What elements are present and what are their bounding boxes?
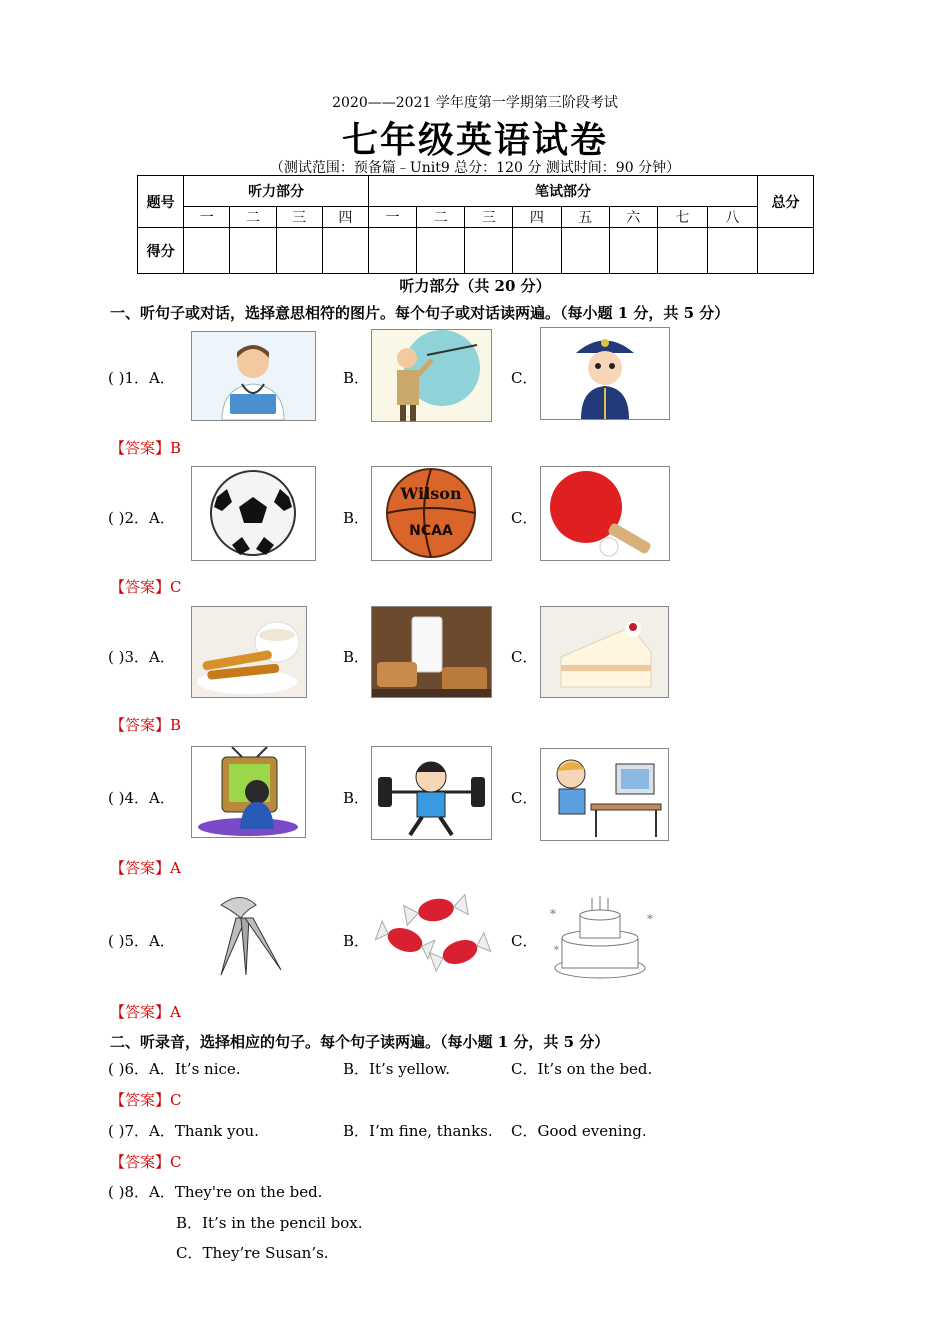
exam-title: 七年级英语试卷 — [341, 119, 608, 161]
section1-title: 一、听句子或对话，选择意思相符的图片。每个句子或对话读两遍。（每小题 1 分，共 5 分） — [110, 304, 730, 322]
exam-year-line: 2020——2021 学年度第一学期第三阶段考试 — [332, 95, 618, 111]
total-score-header: 总分 — [757, 176, 813, 228]
score-cell[interactable] — [368, 228, 416, 274]
fried-dough-sticks-picture[interactable] — [191, 606, 307, 698]
question-5-label: ( )5．A． — [108, 932, 175, 950]
written-col: 八 — [707, 207, 757, 228]
exam-scope: （测试范围：预备篇﹣Unit9 总分：120 分 测试时间：90 分钟） — [269, 160, 681, 176]
question-4-option-c: C． — [511, 789, 538, 807]
written-col: 一 — [368, 207, 416, 228]
carrots-picture[interactable] — [191, 890, 287, 980]
basketball-brand-text: Wilson — [400, 484, 462, 503]
section2-title: 二、听录音，选择相应的句子。每个句子读两遍。（每小题 1 分，共 5 分） — [110, 1033, 610, 1051]
basketball-league-text: NCAA — [409, 523, 453, 539]
written-col: 二 — [417, 207, 465, 228]
question-6-option-b: B．It’s yellow. — [343, 1060, 451, 1078]
score-cell[interactable] — [465, 228, 513, 274]
listening-part-header: 听力部分 — [184, 176, 369, 207]
question-6-label: ( )6．A．It’s nice. — [108, 1060, 241, 1078]
listening-col: 二 — [230, 207, 276, 228]
question-1-option-c: C． — [511, 369, 538, 387]
question-4-label: ( )4．A． — [108, 789, 175, 807]
question-8-option-b: B．It’s in the pencil box. — [176, 1214, 363, 1232]
score-cell[interactable] — [184, 228, 230, 274]
listening-col: 四 — [322, 207, 368, 228]
question-5-option-b: B． — [343, 932, 370, 950]
score-cell[interactable] — [513, 228, 561, 274]
svg-text:*: * — [550, 907, 556, 921]
listening-heading: 听力部分（共 20 分） — [399, 277, 551, 295]
computer-picture[interactable] — [540, 748, 669, 841]
score-cell[interactable] — [230, 228, 276, 274]
question-3-option-c: C． — [511, 648, 538, 666]
answer-7: 【答案】C — [110, 1153, 182, 1171]
watching-tv-picture[interactable] — [191, 746, 306, 838]
question-2-label: ( )2．A． — [108, 509, 175, 527]
written-col: 六 — [609, 207, 657, 228]
score-table — [137, 175, 814, 274]
question-8-option-c: C．They’re Susan’s. — [176, 1244, 329, 1262]
answer-5: 【答案】A — [110, 1003, 181, 1021]
score-cell[interactable] — [609, 228, 657, 274]
score-row-header: 得分 — [138, 228, 184, 274]
birthday-cake-picture[interactable] — [542, 893, 660, 981]
question-7-option-b: B．I’m fine, thanks. — [343, 1122, 493, 1140]
doctor-picture[interactable] — [191, 331, 316, 421]
written-col: 三 — [465, 207, 513, 228]
question-number-header: 题号 — [138, 176, 184, 228]
svg-text:*: * — [647, 912, 653, 926]
cake-picture[interactable] — [540, 606, 669, 698]
ping-pong-paddle-picture[interactable] — [540, 466, 670, 561]
listening-col: 一 — [184, 207, 230, 228]
written-col: 五 — [561, 207, 609, 228]
question-3-label: ( )3．A． — [108, 648, 175, 666]
written-col: 四 — [513, 207, 561, 228]
question-1-label: ( )1．A． — [108, 369, 175, 387]
weightlifting-picture[interactable] — [371, 746, 492, 840]
question-7-option-c: C．Good evening. — [511, 1122, 647, 1140]
question-7-label: ( )7．A．Thank you. — [108, 1122, 259, 1140]
score-cell[interactable] — [276, 228, 322, 274]
svg-text:*: * — [554, 945, 559, 956]
answer-1: 【答案】B — [110, 439, 182, 457]
answer-6: 【答案】C — [110, 1091, 182, 1109]
answer-3: 【答案】B — [110, 716, 182, 734]
teacher-picture[interactable] — [371, 329, 492, 422]
question-3-option-b: B． — [343, 648, 370, 666]
milk-and-bread-picture[interactable] — [371, 606, 492, 698]
score-cell[interactable] — [322, 228, 368, 274]
soccer-ball-picture[interactable] — [191, 466, 316, 561]
answer-4: 【答案】A — [110, 859, 181, 877]
police-officer-picture[interactable] — [540, 327, 670, 420]
question-5-option-c: C． — [511, 932, 538, 950]
question-2-option-b: B． — [343, 509, 370, 527]
score-cell[interactable] — [417, 228, 465, 274]
question-1-option-b: B． — [343, 369, 370, 387]
answer-2: 【答案】C — [110, 578, 182, 596]
score-cell[interactable] — [707, 228, 757, 274]
score-cell[interactable] — [757, 228, 813, 274]
written-part-header: 笔试部分 — [368, 176, 757, 207]
question-2-option-c: C． — [511, 509, 538, 527]
question-4-option-b: B． — [343, 789, 370, 807]
listening-col: 三 — [276, 207, 322, 228]
score-cell[interactable] — [561, 228, 609, 274]
score-cell[interactable] — [657, 228, 707, 274]
question-8-label: ( )8．A．They're on the bed. — [108, 1183, 323, 1201]
candies-picture[interactable] — [375, 890, 497, 982]
question-6-option-c: C．It’s on the bed. — [511, 1060, 653, 1078]
basketball-picture[interactable] — [371, 466, 492, 561]
written-col: 七 — [657, 207, 707, 228]
